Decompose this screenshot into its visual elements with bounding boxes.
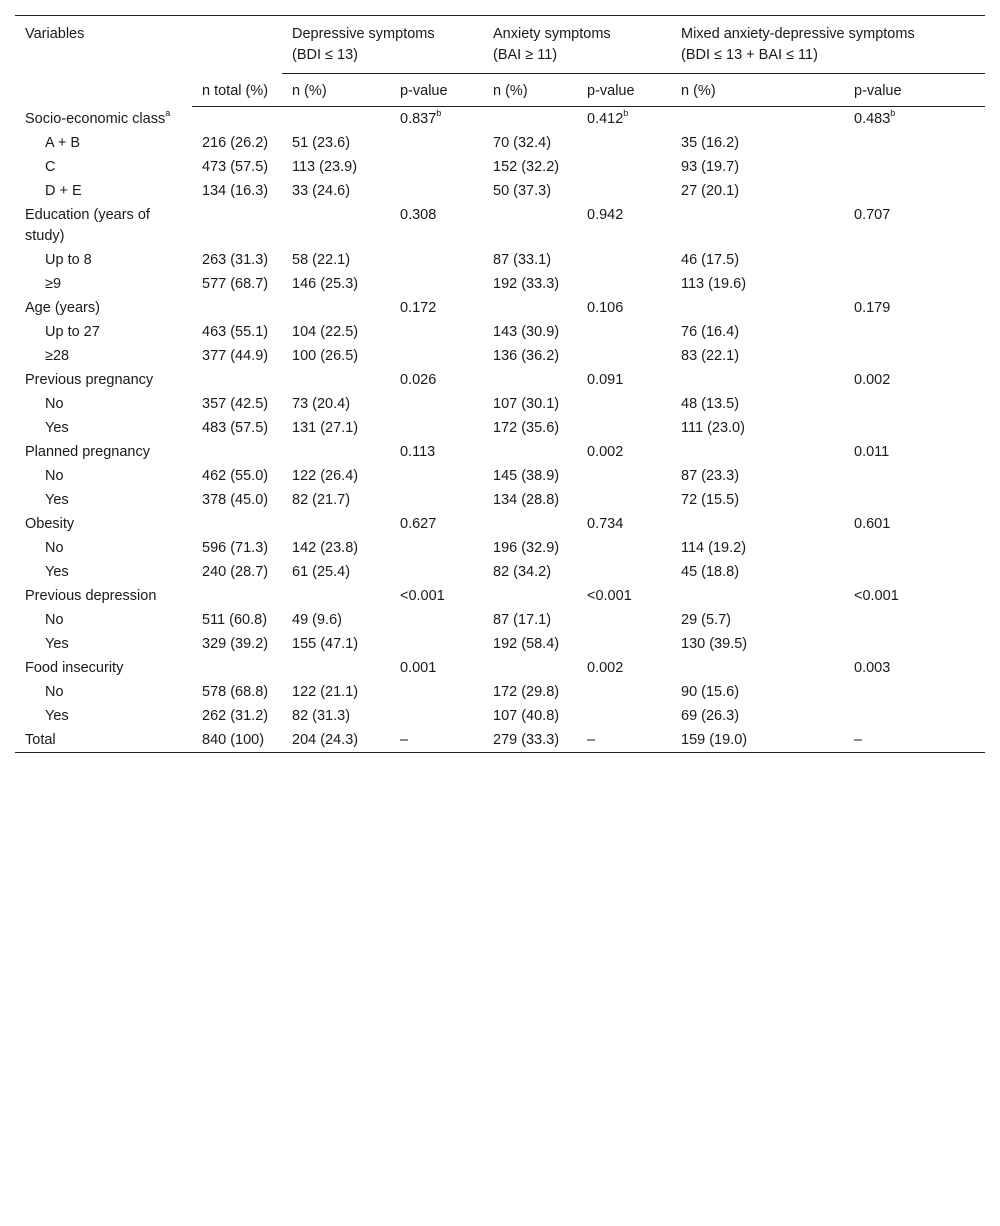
- cell-anxiety-n: 172 (29.8): [493, 684, 560, 700]
- cell-n-total: [192, 656, 282, 680]
- cell-depressive-p: [390, 416, 483, 440]
- cell-mixed-p: 0.483$^b$: [854, 108, 896, 127]
- cell-anxiety-n: 70 (32.4): [493, 135, 552, 151]
- cell-anxiety-n: 136 (36.2): [493, 348, 560, 364]
- table-row: [15, 632, 985, 656]
- cell-anxiety-n: 145 (38.9): [493, 468, 560, 484]
- cell-depressive-p: 0.026: [400, 372, 437, 388]
- cell-depressive-p: 0.627: [400, 516, 437, 532]
- group-row: [15, 296, 985, 320]
- cell-depressive-n: 146 (25.3): [292, 276, 359, 292]
- cell-n-total: 511 (60.8): [202, 612, 268, 628]
- cell-label: Up to 8: [45, 252, 92, 268]
- cell-depressive-p: [390, 344, 483, 368]
- cell-mixed-n: 72 (15.5): [681, 492, 740, 508]
- header-n-total: n total (%): [192, 74, 282, 107]
- header-n-pct-anxiety: n (%): [483, 74, 577, 107]
- cell-mixed-p: 0.011: [854, 444, 890, 460]
- cell-anxiety-n: 82 (34.2): [493, 564, 552, 580]
- header-depressive: Depressive symptoms (BDI ≤ 13): [282, 16, 483, 74]
- cell-depressive-n: 61 (25.4): [292, 564, 351, 580]
- cell-anxiety-n: [483, 107, 577, 132]
- cell-depressive-p: [390, 155, 483, 179]
- cell-mixed-n: [671, 296, 844, 320]
- cell-label: Yes: [45, 564, 69, 580]
- cell-label: ≥28: [45, 348, 70, 364]
- cell-anxiety-n: 192 (33.3): [493, 276, 560, 292]
- footnote-marker: b: [436, 108, 442, 119]
- cell-depressive-p: <0.001: [400, 588, 445, 604]
- cell-mixed-n: 90 (15.6): [681, 684, 740, 700]
- cell-depressive-p: 0.113: [400, 444, 436, 460]
- cell-depressive-n: 104 (22.5): [292, 324, 359, 340]
- cell-anxiety-n: [483, 656, 577, 680]
- header-n-pct-depressive: n (%): [282, 74, 390, 107]
- cell-depressive-p: [390, 608, 483, 632]
- cell-depressive-p: 0.001: [400, 660, 437, 676]
- cell-mixed-p: 0.002: [854, 372, 891, 388]
- cell-anxiety-p: [577, 392, 671, 416]
- cell-anxiety-n: 279 (33.3): [493, 732, 560, 748]
- cell-n-total: 840 (100): [202, 732, 265, 748]
- cell-depressive-p: [390, 131, 483, 155]
- cell-n-total: 463 (55.1): [202, 324, 269, 340]
- cell-depressive-p: 0.308: [400, 207, 437, 223]
- cell-mixed-p: 0.003: [854, 660, 891, 676]
- cell-mixed-p: [844, 248, 985, 272]
- cell-mixed-p: <0.001: [854, 588, 899, 604]
- table-row: [15, 131, 985, 155]
- cell-mixed-p: [844, 488, 985, 512]
- cell-anxiety-n: 134 (28.8): [493, 492, 560, 508]
- cell-depressive-p: [390, 272, 483, 296]
- cell-depressive-n: [282, 296, 390, 320]
- cell-label: A + B: [45, 135, 81, 151]
- cell-anxiety-p: [577, 608, 671, 632]
- header-mixed: Mixed anxiety-depressive symptoms (BDI ≤ 13 + BAI ≤ 11): [671, 16, 985, 74]
- header-anxiety: Anxiety symptoms (BAI ≥ 11): [483, 16, 671, 74]
- cell-label: Previous depression: [25, 588, 157, 604]
- cell-anxiety-n: 143 (30.9): [493, 324, 560, 340]
- header-n-pct-mixed: n (%): [671, 74, 844, 107]
- cell-depressive-n: 122 (26.4): [292, 468, 359, 484]
- cell-label: ≥9: [45, 276, 62, 292]
- cell-mixed-p: [844, 632, 985, 656]
- cell-label: Up to 27: [45, 324, 100, 340]
- cell-anxiety-n: 196 (32.9): [493, 540, 560, 556]
- cell-anxiety-n: 87 (17.1): [493, 612, 552, 628]
- cell-mixed-p: [844, 416, 985, 440]
- cell-mixed-p: [844, 536, 985, 560]
- cell-mixed-p: [844, 704, 985, 728]
- cell-n-total: 378 (45.0): [202, 492, 269, 508]
- group-row: [15, 440, 985, 464]
- cell-depressive-p: [390, 632, 483, 656]
- table-row: [15, 704, 985, 728]
- cell-depressive-n: 33 (24.6): [292, 183, 351, 199]
- footnote-marker: a: [165, 107, 171, 118]
- cell-mixed-n: 87 (23.3): [681, 468, 740, 484]
- cell-label: Previous pregnancy: [25, 372, 154, 388]
- group-row: [15, 368, 985, 392]
- cell-depressive-n: 82 (31.3): [292, 708, 351, 724]
- cell-label: Yes: [45, 492, 69, 508]
- cell-anxiety-p: 0.002: [587, 444, 624, 460]
- cell-label: Food insecurity: [25, 660, 124, 676]
- cell-anxiety-p: <0.001: [587, 588, 632, 604]
- cell-label: D + E: [45, 183, 82, 199]
- table-row: [15, 536, 985, 560]
- cell-mixed-n: 35 (16.2): [681, 135, 740, 151]
- cell-anxiety-n: [483, 440, 577, 464]
- table-container: [15, 15, 985, 753]
- cell-anxiety-p: [577, 488, 671, 512]
- cell-mixed-n: 113 (19.6): [681, 276, 747, 292]
- cell-n-total: 596 (71.3): [202, 540, 269, 556]
- cell-mixed-n: 29 (5.7): [681, 612, 731, 628]
- header-variables: Variables: [25, 26, 85, 42]
- cell-anxiety-n: [483, 512, 577, 536]
- group-row: [15, 584, 985, 608]
- footnote-marker: b: [890, 108, 896, 119]
- cell-mixed-n: 114 (19.2): [681, 540, 747, 556]
- cell-depressive-n: 58 (22.1): [292, 252, 351, 268]
- table-row: [15, 416, 985, 440]
- cell-mixed-p: [844, 680, 985, 704]
- table-row: [15, 179, 985, 203]
- cell-mixed-p: 0.707: [854, 207, 891, 223]
- cell-mixed-n: 130 (39.5): [681, 636, 748, 652]
- cell-anxiety-n: 152 (32.2): [493, 159, 560, 175]
- cell-depressive-n: 204 (24.3): [292, 732, 359, 748]
- cell-depressive-n: 82 (21.7): [292, 492, 351, 508]
- cell-anxiety-n: 107 (40.8): [493, 708, 560, 724]
- cell-mixed-p: 0.179: [854, 300, 891, 316]
- cell-mixed-n: 48 (13.5): [681, 396, 740, 412]
- cell-mixed-p: [844, 155, 985, 179]
- cell-anxiety-n: [483, 296, 577, 320]
- cell-anxiety-p: 0.106: [587, 300, 624, 316]
- table-row: [15, 272, 985, 296]
- cell-depressive-n: [282, 656, 390, 680]
- cell-n-total: 577 (68.7): [202, 276, 269, 292]
- cell-anxiety-n: [483, 203, 577, 248]
- cell-label: C: [45, 159, 56, 175]
- cell-n-total: [192, 296, 282, 320]
- cell-label: Yes: [45, 708, 69, 724]
- cell-mixed-n: [671, 584, 844, 608]
- cell-mixed-n: [671, 512, 844, 536]
- cell-label: Age (years): [25, 300, 100, 316]
- cell-anxiety-p: [577, 632, 671, 656]
- cell-label: No: [45, 612, 64, 628]
- cell-depressive-n: 51 (23.6): [292, 135, 351, 151]
- cell-n-total: [192, 107, 282, 132]
- cell-n-total: 263 (31.3): [202, 252, 269, 268]
- cell-anxiety-n: [483, 368, 577, 392]
- cell-label: Yes: [45, 636, 69, 652]
- cell-n-total: 377 (44.9): [202, 348, 269, 364]
- cell-label: No: [45, 396, 64, 412]
- table-row: [15, 320, 985, 344]
- cell-mixed-n: [671, 203, 844, 248]
- cell-depressive-p: [390, 680, 483, 704]
- cell-depressive-n: 49 (9.6): [292, 612, 342, 628]
- cell-n-total: [192, 203, 282, 248]
- cell-anxiety-n: [483, 584, 577, 608]
- total-row: [15, 728, 985, 753]
- cell-n-total: 329 (39.2): [202, 636, 269, 652]
- cell-label: No: [45, 468, 64, 484]
- cell-depressive-n: [282, 203, 390, 248]
- table-row: [15, 560, 985, 584]
- cell-depressive-p: [390, 392, 483, 416]
- cell-mixed-p: [844, 179, 985, 203]
- cell-anxiety-p: [577, 560, 671, 584]
- cell-label: Planned pregnancy: [25, 444, 150, 460]
- cell-anxiety-p: 0.412$^b$: [587, 108, 629, 127]
- cell-mixed-n: 159 (19.0): [681, 732, 748, 748]
- header-p-anxiety: p-value: [577, 74, 671, 107]
- cell-mixed-n: 83 (22.1): [681, 348, 740, 364]
- cell-anxiety-p: [577, 344, 671, 368]
- table-row: [15, 488, 985, 512]
- cell-anxiety-p: –: [587, 732, 596, 748]
- cell-mixed-p: [844, 131, 985, 155]
- cell-n-total: [192, 584, 282, 608]
- cell-mixed-n: 46 (17.5): [681, 252, 740, 268]
- cell-anxiety-p: [577, 536, 671, 560]
- cell-mixed-p: [844, 392, 985, 416]
- cell-label: Yes: [45, 420, 69, 436]
- group-row: [15, 656, 985, 680]
- cell-anxiety-n: 192 (58.4): [493, 636, 560, 652]
- cell-label: Education (years of study): [25, 207, 150, 244]
- cell-depressive-p: [390, 488, 483, 512]
- cell-n-total: [192, 512, 282, 536]
- cell-depressive-n: [282, 512, 390, 536]
- table-row: [15, 680, 985, 704]
- cell-anxiety-n: 172 (35.6): [493, 420, 560, 436]
- cell-anxiety-p: [577, 680, 671, 704]
- cell-n-total: 357 (42.5): [202, 396, 269, 412]
- cell-mixed-p: [844, 272, 985, 296]
- cell-mixed-n: [671, 107, 844, 132]
- table-row: [15, 392, 985, 416]
- cell-mixed-p: –: [854, 732, 863, 748]
- cell-anxiety-p: 0.734: [587, 516, 624, 532]
- cell-n-total: 216 (26.2): [202, 135, 269, 151]
- cell-mixed-n: 69 (26.3): [681, 708, 740, 724]
- table-row: [15, 155, 985, 179]
- cell-mixed-p: 0.601: [854, 516, 891, 532]
- cell-label: Total: [25, 732, 56, 748]
- cell-anxiety-p: [577, 155, 671, 179]
- cell-mixed-p: [844, 560, 985, 584]
- cell-mixed-p: [844, 464, 985, 488]
- cell-mixed-n: [671, 440, 844, 464]
- table-row: [15, 248, 985, 272]
- group-row: [15, 512, 985, 536]
- cell-n-total: 240 (28.7): [202, 564, 269, 580]
- cell-depressive-p: [390, 704, 483, 728]
- cell-label: No: [45, 684, 64, 700]
- cell-depressive-n: 122 (21.1): [292, 684, 359, 700]
- cell-anxiety-n: 107 (30.1): [493, 396, 560, 412]
- cell-anxiety-p: [577, 179, 671, 203]
- cell-depressive-p: [390, 179, 483, 203]
- cell-mixed-p: [844, 608, 985, 632]
- header-p-depressive: p-value: [390, 74, 483, 107]
- group-row: [15, 107, 985, 132]
- cell-label: Obesity: [25, 516, 75, 532]
- cell-depressive-n: 142 (23.8): [292, 540, 359, 556]
- table-row: [15, 464, 985, 488]
- cell-depressive-n: 73 (20.4): [292, 396, 351, 412]
- cell-label: Socio-economic class$^a$: [25, 107, 171, 127]
- cell-mixed-n: [671, 656, 844, 680]
- cell-n-total: 134 (16.3): [202, 183, 269, 199]
- cell-mixed-p: [844, 320, 985, 344]
- cell-depressive-p: –: [400, 732, 409, 748]
- cell-anxiety-n: 50 (37.3): [493, 183, 552, 199]
- cell-n-total: 578 (68.8): [202, 684, 269, 700]
- cell-mixed-n: 111 (23.0): [681, 420, 745, 436]
- table-body: [15, 107, 985, 753]
- cell-depressive-p: [390, 248, 483, 272]
- cell-anxiety-n: 87 (33.1): [493, 252, 552, 268]
- header-p-mixed: p-value: [844, 74, 985, 107]
- group-row: [15, 203, 985, 248]
- cell-depressive-p: 0.172: [400, 300, 437, 316]
- table-row: [15, 344, 985, 368]
- cell-depressive-p: [390, 536, 483, 560]
- cell-depressive-p: 0.837$^b$: [400, 108, 442, 127]
- cell-anxiety-p: [577, 320, 671, 344]
- cell-n-total: [192, 368, 282, 392]
- cell-anxiety-p: 0.942: [587, 207, 624, 223]
- table-row: [15, 608, 985, 632]
- cell-depressive-p: [390, 464, 483, 488]
- cell-n-total: [192, 440, 282, 464]
- cell-anxiety-p: 0.002: [587, 660, 624, 676]
- cell-anxiety-p: 0.091: [587, 372, 624, 388]
- cell-depressive-n: 155 (47.1): [292, 636, 359, 652]
- cell-n-total: 473 (57.5): [202, 159, 269, 175]
- cell-mixed-n: 93 (19.7): [681, 159, 740, 175]
- cell-depressive-n: [282, 368, 390, 392]
- cell-n-total: 262 (31.2): [202, 708, 269, 724]
- cell-depressive-p: [390, 320, 483, 344]
- cell-depressive-n: [282, 440, 390, 464]
- cell-depressive-n: [282, 107, 390, 132]
- cell-mixed-n: 76 (16.4): [681, 324, 740, 340]
- cell-anxiety-p: [577, 248, 671, 272]
- cell-depressive-n: 113 (23.9): [292, 159, 358, 175]
- cell-mixed-p: [844, 344, 985, 368]
- cell-depressive-n: 100 (26.5): [292, 348, 359, 364]
- cell-mixed-n: [671, 368, 844, 392]
- results-table: [15, 15, 985, 753]
- cell-mixed-n: 27 (20.1): [681, 183, 740, 199]
- cell-anxiety-p: [577, 464, 671, 488]
- cell-label: No: [45, 540, 64, 556]
- cell-anxiety-p: [577, 704, 671, 728]
- footnote-marker: b: [623, 108, 629, 119]
- cell-n-total: 462 (55.0): [202, 468, 269, 484]
- cell-anxiety-p: [577, 131, 671, 155]
- cell-anxiety-p: [577, 272, 671, 296]
- cell-mixed-n: 45 (18.8): [681, 564, 740, 580]
- cell-depressive-n: 131 (27.1): [292, 420, 359, 436]
- cell-depressive-n: [282, 584, 390, 608]
- cell-depressive-p: [390, 560, 483, 584]
- cell-n-total: 483 (57.5): [202, 420, 269, 436]
- cell-anxiety-p: [577, 416, 671, 440]
